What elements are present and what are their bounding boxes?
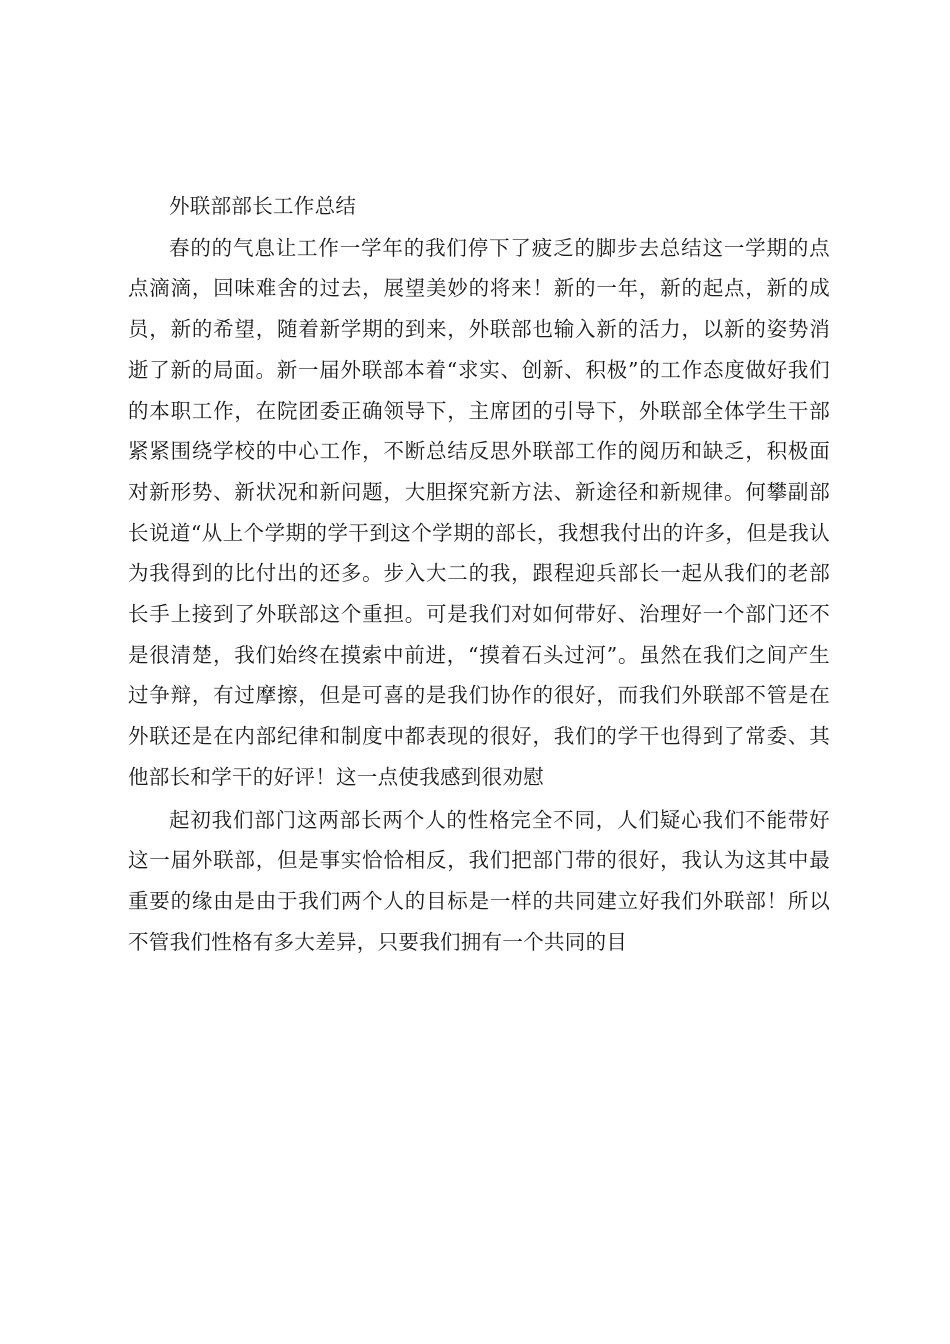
paragraph-1: 春的的气息让工作一学年的我们停下了疲乏的脚步去总结这一学期的点点滴滴，回味难舍的过去，展望美妙的将来！新的一年，新的起点，新的成员，新的希望，随着新学期的到来，外联部也输入新的活力，以新的姿势消逝了新的局面。新一届外联部本着“求实、创新、积极”的工作态度做好我们的本职工作，在院团委正确领导下，主席团的引导下，外联部全体学生干部紧紧围绕学校的中心工作，不断总结反思外联部工作的阅历和缺乏，积极面对新形势、新状况和新问题，大胆探究新方法、新途径和新规律。何攀副部长说道“从上个学期的学干到这个学期的部长，我想我付出的许多，但是我认为我得到的比付出的还多。步入大二的我，跟程迎兵部长一起从我们的老部长手上接到了外联部这个重担。可是我们对如何带好、治理好一个部门还不是很清楚，我们始终在摸索中前进，“摸着石头过河”。虽然在我们之间产生过争辩，有过摩擦，但是可喜的是我们协作的很好，而我们外联部不管是在外联还是在内部纪律和制度中都表现的很好，我们的学干也得到了常委、其他部长和学干的好评！这一点使我感到很劝慰	[128, 235, 830, 789]
document-title: 外联部部长工作总结	[169, 194, 357, 218]
document-body	[128, 186, 830, 962]
paragraph-2: 起初我们部门这两部长两个人的性格完全不同，人们疑心我们不能带好这一届外联部，但是事实恰恰相反，我们把部门带的很好，我认为这其中最重要的缘由是由于我们两个人的目标是一样的共同建立好我们外联部！所以不管我们性格有多大差异，只要我们拥有一个共同的目	[128, 807, 830, 954]
